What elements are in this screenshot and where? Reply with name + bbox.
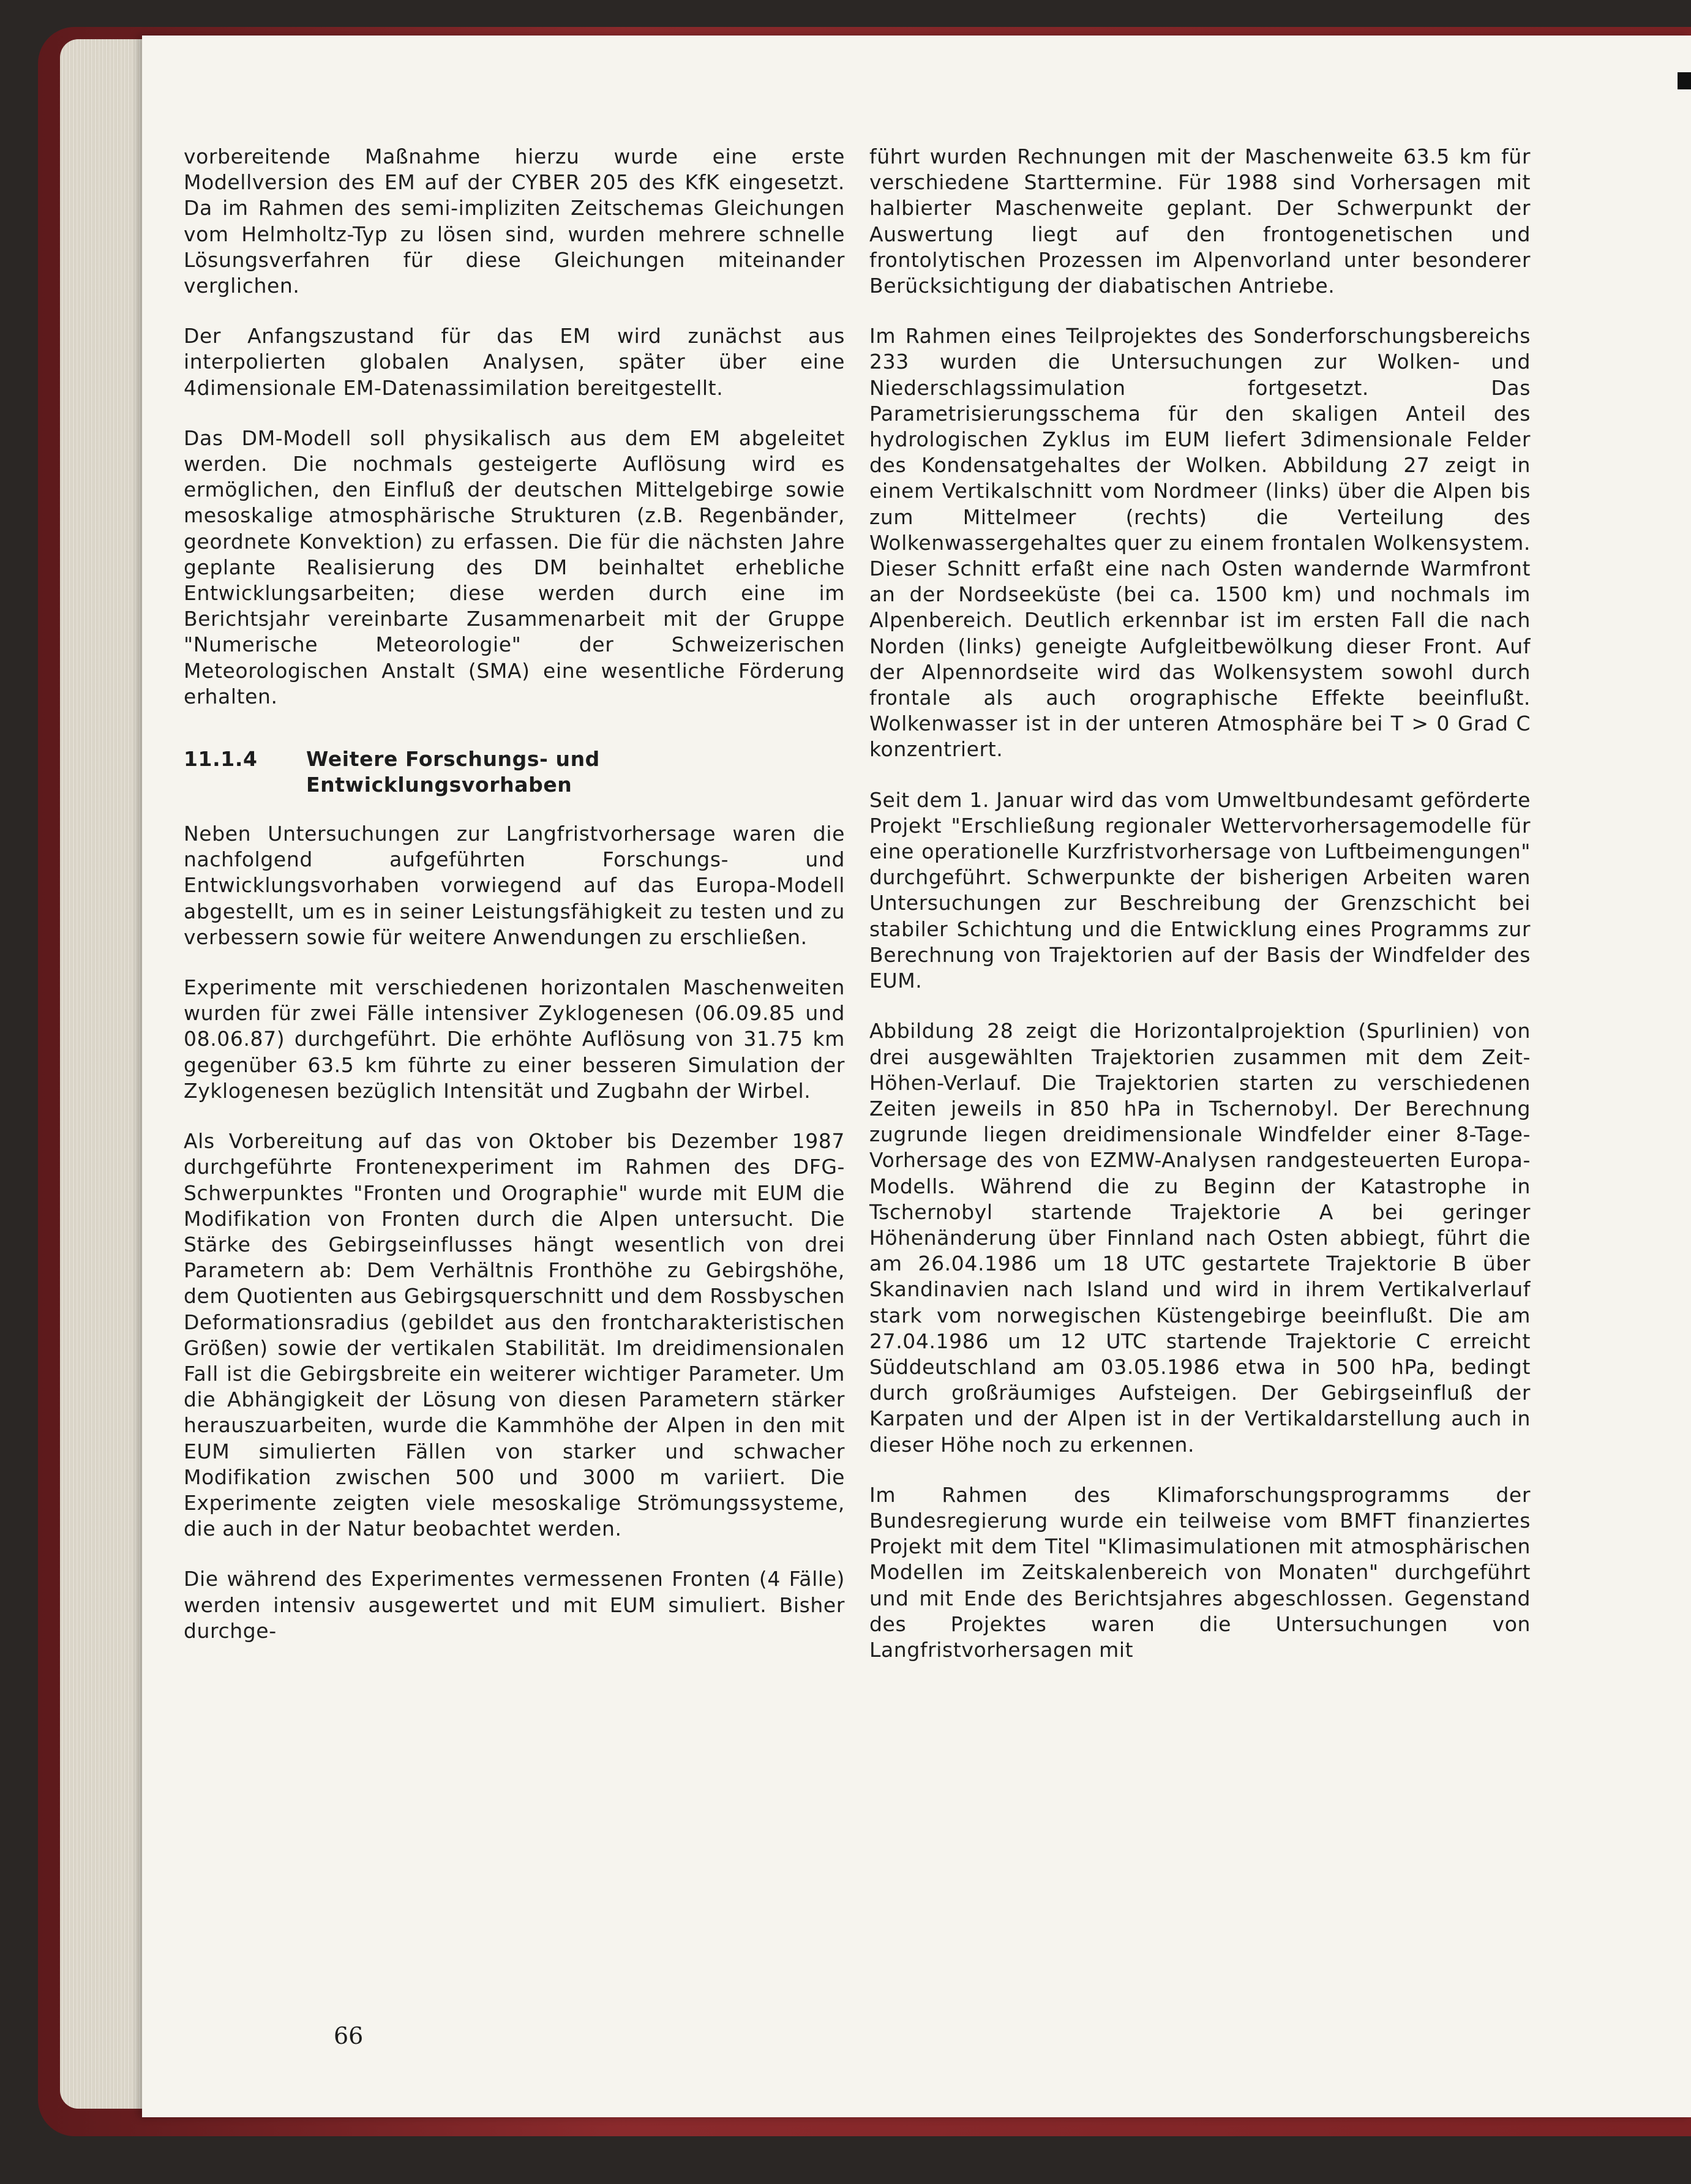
paragraph: Das DM-Modell soll physikalisch aus dem EM abgeleitet werden. Die nochmals gesteigerte Auflösung wird es ermöglichen, den Einfluß der deutschen Mittelgebirge sowie mesoskalige atmosphärische Strukturen (z.B. Regenbänder, geordnete Konvektion) zu erfassen. Die für die nächsten Jahre geplante Realisierung des DM beinhaltet erhebliche Entwicklungsarbeiten; diese werden durch eine im Berichtsjahr vereinbarte Zusammenarbeit mit der Gruppe "Numerische Meteorologie" der Schweizerischen Meteorologischen Anstalt (SMA) eine wesentliche Förderung erhalten. <box>184 426 845 708</box>
paragraph: Im Rahmen eines Teilprojektes des Sonderforschungsbereichs 233 wurden die Untersuchungen zur Wolken- und Niederschlagssimulation fortgesetzt. Das Parametrisierungsschema für den skaligen Anteil des hydrologischen Zyklus im EUM liefert 3dimensionale Felder des Kondensatgehaltes der Wolken. Abbildung 27 zeigt in einem Vertikalschnitt vom Nordmeer (links) über die Alpen bis zum Mittelmeer (rechts) die Verteilung des Wolkenwassergehaltes quer zu einem frontalen Wolkensystem. Dieser Schnitt erfaßt eine nach Osten wandernde Warmfront an der Nordseeküste (bei ca. 1500 km) und nochmals im Alpenbereich. Deutlich erkennbar ist im ersten Fall die nach Norden (links) geneigte Aufgleitbewölkung dieser Front. Auf der Alpennordseite wird das Wolkensystem sowohl durch frontale als auch orographische Effekte beeinflußt. Wolkenwasser ist in der unteren Atmosphäre bei T > 0 Grad C konzentriert. <box>869 324 1531 762</box>
paragraph: Experimente mit verschiedenen horizontalen Maschenweiten wurden für zwei Fälle intensiver Zyklogenesen (06.09.85 und 08.06.87) durchgeführt. Die erhöhte Auflösung von 31.75 km gegenüber 63.5 km führte zu einer besseren Simulation der Zyklogenesen bezüglich Intensität und Zugbahn der Wirbel. <box>184 975 845 1103</box>
left-column <box>184 144 845 1668</box>
section-heading <box>184 746 845 798</box>
section-number: 11.1.4 <box>184 747 258 771</box>
section-title: Weitere Forschungs- und Entwicklungsvorhaben <box>306 747 600 797</box>
paragraph: Seit dem 1. Januar wird das vom Umweltbundesamt geförderte Projekt "Erschließung regionaler Wettervorhersagemodelle für eine operationelle Kurzfristvorhersage von Luftbeimengungen" durchgeführt. Schwerpunkte der bisherigen Arbeiten waren Untersuchungen zur Beschreibung der Grenzschicht bei stabiler Schichtung und die Entwicklung eines Programms zur Berechnung von Trajektorien auf der Basis der Windfelder des EUM. <box>869 787 1531 993</box>
page-number: 66 <box>334 2022 364 2049</box>
corner-marker <box>1678 72 1691 89</box>
paragraph: Als Vorbereitung auf das von Oktober bis Dezember 1987 durchgeführte Frontenexperiment im Rahmen des DFG-Schwerpunktes "Fronten und Orographie" wurde mit EUM die Modifikation von Fronten durch die Alpen untersucht. Die Stärke des Gebirgseinflusses hängt wesentlich von drei Parametern ab: Dem Verhältnis Fronthöhe zu Gebirgshöhe, dem Quotienten aus Gebirgsquerschnitt und dem Rossbyschen Deformationsradius (gebildet aus den frontcharakteristischen Größen) sowie der vertikalen Stabilität. Im dreidimensionalen Fall ist die Gebirgsbreite ein weiterer wichtiger Parameter. Um die Abhängigkeit der Lösung von diesen Parametern stärker herauszuarbeiten, wurde die Kammhöhe der Alpen in den mit EUM simulierten Fällen von starker und schwacher Modifikation zwischen 500 und 3000 m variiert. Die Experimente zeigten viele mesoskalige Strömungssysteme, die auch in der Natur beobachtet werden. <box>184 1129 845 1541</box>
paragraph: Die während des Experimentes vermessenen Fronten (4 Fälle) werden intensiv ausgewertet und mit EUM simuliert. Bisher durchge- <box>184 1567 845 1643</box>
right-column <box>869 144 1531 1687</box>
paragraph: vorbereitende Maßnahme hierzu wurde eine erste Modellversion des EM auf der CYBER 205 des KfK eingesetzt. Da im Rahmen des semi-impliziten Zeitschemas Gleichungen vom Helmholtz-Typ zu lösen sind, wurden mehrere schnelle Lösungsverfahren für diese Gleichungen miteinander verglichen. <box>184 144 845 298</box>
paragraph: führt wurden Rechnungen mit der Maschenweite 63.5 km für verschiedene Starttermine. Für 1988 sind Vorhersagen mit halbierter Maschenweite geplant. Der Schwerpunkt der Auswertung liegt auf den frontogenetischen und frontolytischen Prozessen im Alpenvorland unter besonderer Berücksichtigung der diabatischen Antriebe. <box>869 144 1531 298</box>
paragraph: Im Rahmen des Klimaforschungsprogramms der Bundesregierung wurde ein teilweise vom BMFT finanziertes Projekt mit dem Titel "Klimasimulationen mit atmosphärischen Modellen im Zeitskalenbereich von Monaten" durchgeführt und mit Ende des Berichtsjahres abgeschlossen. Gegenstand des Projektes waren die Untersuchungen von Langfristvorhersagen mit <box>869 1482 1531 1662</box>
paragraph: Der Anfangszustand für das EM wird zunächst aus interpolierten globalen Analysen, später über eine 4dimensionale EM-Datenassimilation bereitgestellt. <box>184 324 845 400</box>
paragraph: Neben Untersuchungen zur Langfristvorhersage waren die nachfolgend aufgeführten Forschungs- und Entwicklungsvorhaben vorwiegend auf das Europa-Modell abgestellt, um es in seiner Leistungsfähigkeit zu testen und zu verbessern sowie für weitere Anwendungen zu erschließen. <box>184 822 845 949</box>
paragraph: Abbildung 28 zeigt die Horizontalprojektion (Spurlinien) von drei ausgewählten Trajektorien zusammen mit dem Zeit-Höhen-Verlauf. Die Trajektorien starten zu verschiedenen Zeiten jeweils in 850 hPa in Tschernobyl. Der Berechnung zugrunde liegen dreidimensionale Windfelder einer 8-Tage-Vorhersage des von EZMW-Analysen randgesteuerten Europa-Modells. Während die zu Beginn der Katastrophe in Tschernobyl startende Trajektorie A bei geringer Höhenänderung über Finnland nach Osten abbiegt, führt die am 26.04.1986 um 18 UTC gestartete Trajektorie B über Skandinavien nach Island und wird in ihrem Vertikalverlauf stark vom norwegischen Küstengebirge beeinflußt. Die am 27.04.1986 um 12 UTC startende Trajektorie C erreicht Süddeutschland am 03.05.1986 etwa in 500 hPa, bedingt durch großräumiges Aufsteigen. Der Gebirgseinfluß der Karpaten und der Alpen ist in der Vertikaldarstellung auch in dieser Höhe noch zu erkennen. <box>869 1019 1531 1457</box>
